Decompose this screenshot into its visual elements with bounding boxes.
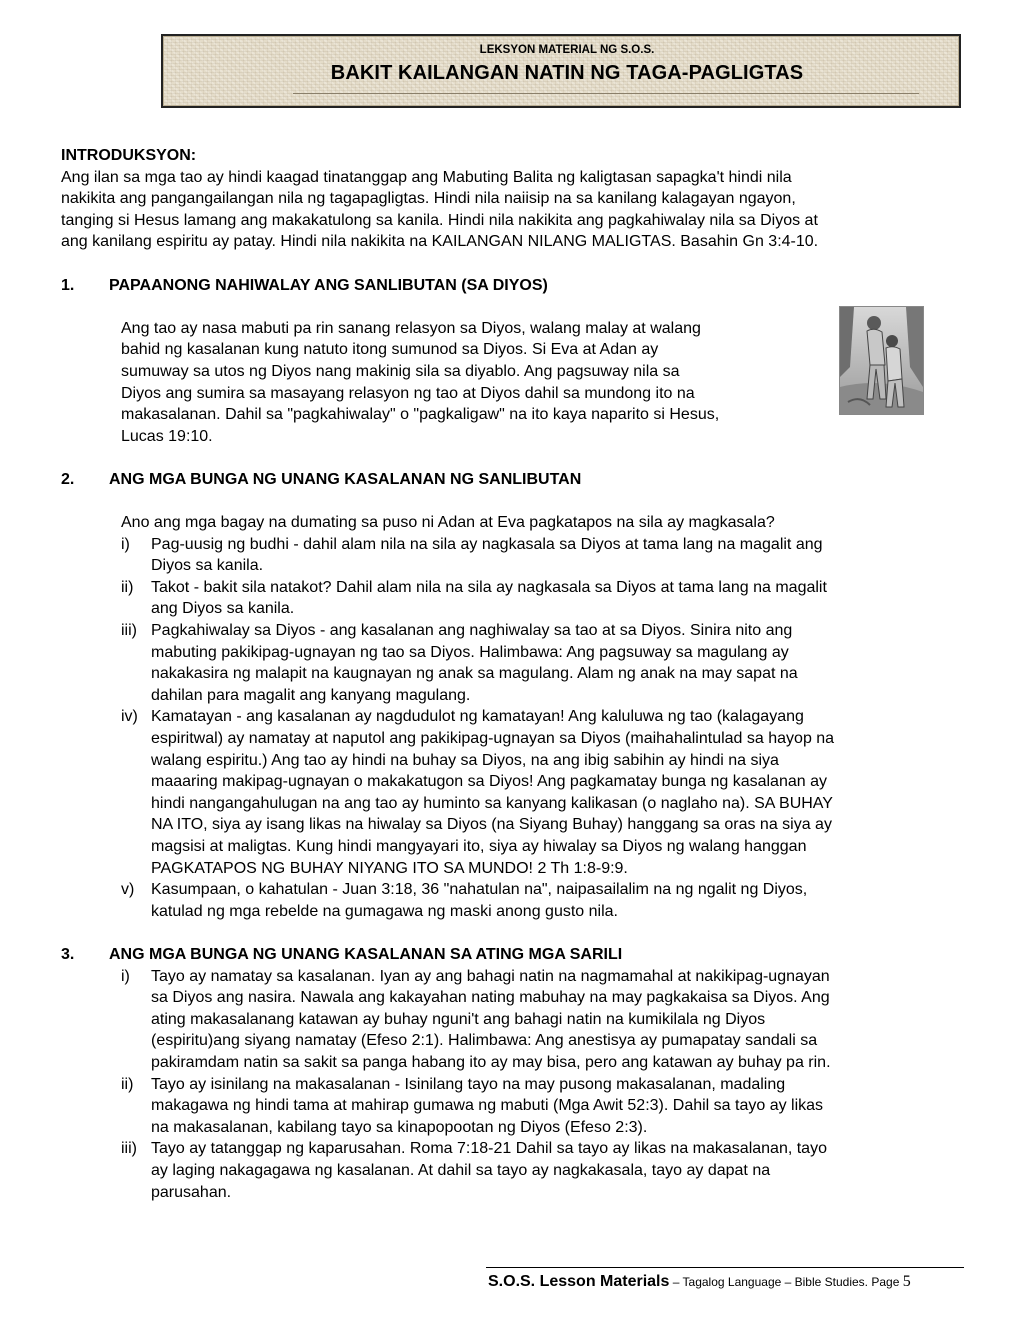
section-1-heading	[61, 275, 966, 297]
list-item	[61, 577, 966, 620]
section-2-question: Ano ang mga bagay na dumating sa puso ni Adan at Eva pagkatapos na sila ay magkasala?	[121, 514, 775, 532]
list-item-line: Tayo ay isinilang na makasalanan - Isinilang tayo na may pusong makasalanan, madaling	[151, 1075, 786, 1093]
paragraph-line: bahid ng kasalanan kung natuto itong sumunod sa Diyos. Si Eva at Adan ay	[121, 341, 659, 359]
list-item-line: pakiramdam natin sa sakit sa panga habang ito ay may bisa, pero ang katawan ay buhay pa rin.	[151, 1053, 831, 1071]
list-item-line: Kasumpaan, o kahatulan - Juan 3:18, 36 "nahatulan na", naipasailalim na ng ngalit ng Diyos,	[151, 881, 808, 899]
list-item-line: Pag-uusig ng budhi - dahil alam nila na sila ay nagkasala sa Diyos at tama lang na magalit ang	[151, 535, 823, 553]
list-item-line: mabuting pakikipag-ugnayan ng tao sa Diyos. Halimbawa: Ang pagsuway sa magulang ay	[151, 643, 789, 661]
intro-line: nakikita ang pangangailangan nila ng tagapagligtas. Hindi nila naiisip na sa kanilang kalagayan ngayon,	[61, 190, 796, 208]
section-2-heading	[61, 469, 966, 491]
list-item-line: espiritwal) ay namatay at naputol ang pakikipag-ugnayan sa Diyos (maihahalintulad sa hayop na	[151, 730, 835, 748]
paragraph-line: makasalanan. Dahil sa "pagkahiwalay" o "pagkaligaw" na ito kaya naparito si Hesus,	[121, 406, 720, 424]
lesson-title: BAKIT KAILANGAN NATIN NG TAGA-PAGLIGTAS	[330, 62, 804, 84]
list-item-number: iii)	[121, 622, 137, 640]
list-item-line: parusahan.	[151, 1183, 232, 1201]
list-item	[61, 1074, 966, 1139]
lesson-body	[61, 145, 966, 1203]
list-item	[61, 620, 966, 706]
list-item-line: na makasalanan, kabilang tayo sa kinapopootan ng Diyos (Efeso 2:3).	[151, 1118, 648, 1136]
intro-line: tanging si Hesus lamang ang makakatulong sa kanila. Hindi nila nakikita ang pagkahiwalay nila sa Diyos at	[61, 211, 818, 229]
page-footer	[488, 1273, 911, 1291]
list-item-number: iii)	[121, 1140, 137, 1158]
intro-line: ang kanilang espiritu ay patay. Hindi nila nakikita na KAILANGAN NILANG MALIGTAS. Basahin Gn 3:4-10.	[61, 233, 819, 251]
list-item-line: sa Diyos ang nasira. Nawala ang kakayahan nating mabuhay na may pagkakaisa sa Diyos. Ang	[151, 989, 830, 1007]
list-item-line: maaaring makipag-ugnayan o makakatugon sa Diyos! Ang pagkamatay bunga ng kasalanan ay	[151, 773, 827, 791]
list-item-line: walang espiritu.) Ang tao ay hindi na buhay sa Diyos, na ang ibig sabihin ay hindi na siya	[151, 751, 779, 769]
intro-line: Ang ilan sa mga tao ay hindi kaagad tinatanggap ang Mabuting Balita ng kaligtasan sapagka't hindi nila	[61, 168, 792, 186]
header-subtitle: LEKSYON MATERIAL NG S.O.S.	[479, 44, 655, 56]
section-title: PAPAANONG NAHIWALAY ANG SANLIBUTAN (SA DIYOS)	[109, 276, 548, 294]
section-1-paragraph	[61, 318, 827, 448]
intro-heading: INTRODUKSYON:	[61, 147, 197, 164]
paragraph-line: sumuway sa utos ng Diyos nang makinig sila sa diyablo. Ang pagsuway nila sa	[121, 362, 680, 380]
list-item-line: (espiritu)ang siyang namatay (Efeso 2:1). Halimbawa: Ang anestisya ay pumapatay sandali sa	[151, 1032, 818, 1050]
list-item-line: makagawa ng hindi tama at mahirap gumawa ng mabuti (Mga Awit 52:3). Dahil sa tayo ay likas	[151, 1097, 824, 1115]
list-item	[61, 706, 966, 879]
list-item-line: NA ITO, siya ay isang likas na hiwalay sa Diyos (na Siyang Buhay) hanggang sa oras na siya ay	[151, 816, 832, 834]
list-item	[61, 879, 966, 922]
list-item-number: i)	[121, 967, 130, 985]
paragraph-line: Ang tao ay nasa mabuti pa rin sanang relasyon sa Diyos, walang malay at walang	[121, 319, 701, 337]
list-item-line: PAGKATAPOS NG BUHAY NIYANG ITO SA MUNDO! 2 Th 1:8-9:9.	[151, 859, 628, 877]
section-title: ANG MGA BUNGA NG UNANG KASALANAN NG SANLIBUTAN	[109, 470, 582, 488]
list-item-number: v)	[121, 881, 135, 899]
header-divider	[293, 93, 919, 94]
intro-paragraph	[61, 167, 966, 253]
list-item-line: Tayo ay namatay sa kasalanan. Iyan ay ang bahagi natin na nagmamahal at nakikipag-ugnayan	[151, 967, 830, 985]
list-item-line: katulad ng mga rebelde na gumagawa ng maski anong gusto nila.	[151, 902, 618, 920]
paragraph-line: Diyos ang sumira sa masayang relasyon ng tao at Diyos dahil sa mundong ito na	[121, 384, 695, 402]
lesson-header-box	[161, 34, 961, 108]
list-item-line: magsisi at maligtas. Kung hindi mangyayari ito, siya ay hiwalay sa Diyos ng walang hanggan	[151, 838, 807, 855]
adam-and-eve-illustration	[839, 306, 924, 415]
list-item-line: Pagkahiwalay sa Diyos - ang kasalanan ang naghiwalay sa tao at sa Diyos. Sinira nito ang	[151, 622, 793, 640]
list-item	[61, 966, 966, 1074]
list-item-line: ang Diyos sa kanila.	[151, 600, 295, 618]
list-item-number: i)	[121, 535, 130, 553]
list-item	[61, 534, 966, 577]
list-item-line: hindi nangangahulugan na ang tao ay huminto sa kanyang kalikasan (o naglaho na). SA BUHAY	[151, 794, 833, 812]
list-item-line: ay laging nakagagawa ng kasalanan. At dahil sa tayo ay nagkakasala, tayo ay dapat na	[151, 1161, 771, 1179]
section-number: 1.	[61, 276, 75, 294]
section-number: 2.	[61, 470, 75, 488]
list-item-number: ii)	[121, 1075, 134, 1093]
list-item-line: Tayo ay tatanggap ng kaparusahan. Roma 7:18-21 Dahil sa tayo ay likas na makasalanan, tayo	[151, 1140, 827, 1158]
footer-divider	[486, 1267, 964, 1268]
list-item-line: Kamatayan - ang kasalanan ay nagdudulot ng kamatayan! Ang kaluluwa ng tao (kalagayang	[151, 708, 804, 726]
paragraph-line: Lucas 19:10.	[121, 427, 213, 445]
page-number: 5	[902, 1273, 911, 1290]
list-item-line: nakakasira ng malapit na kaugnayan ng anak sa magulang. Alam ng anak na may sapat na	[151, 665, 798, 683]
list-item-line: Diyos sa kanila.	[151, 557, 264, 575]
list-item-line: Takot - bakit sila natakot? Dahil alam nila na sila ay nagkasala sa Diyos at tama lang na magalit	[151, 578, 827, 596]
footer-brand: S.O.S. Lesson Materials	[488, 1273, 670, 1290]
list-item-number: ii)	[121, 578, 134, 596]
list-item-line: ating makasalanang katawan ay buhay nguni't ang bahagi natin na kumikilala ng Diyos	[151, 1010, 766, 1028]
list-item-number: iv)	[121, 708, 138, 726]
footer-details: – Tagalog Language – Bible Studies. Page	[669, 1275, 903, 1289]
section-number: 3.	[61, 945, 75, 963]
list-item	[61, 1138, 966, 1203]
list-item-line: dahilan para magalit ang kanyang magulang.	[151, 686, 471, 704]
section-3-heading	[61, 944, 966, 966]
section-title: ANG MGA BUNGA NG UNANG KASALANAN SA ATING MGA SARILI	[109, 945, 623, 963]
